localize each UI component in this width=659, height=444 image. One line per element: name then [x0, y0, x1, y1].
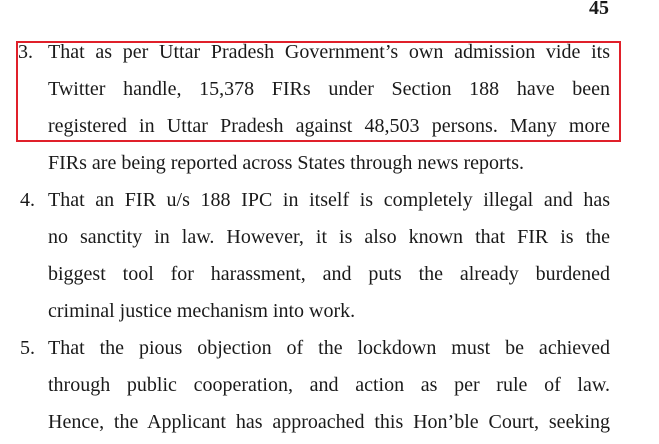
text-line: That the pious objection of the lockdown must be achieved	[48, 337, 610, 359]
text-line: registered in Uttar Pradesh against 48,503 persons. Many more	[48, 115, 610, 137]
highlight-box	[16, 41, 621, 142]
text-line: through public cooperation, and action as per rule of law.	[48, 374, 610, 396]
text-line: criminal justice mechanism into work.	[48, 300, 356, 322]
page-number: 45	[589, 0, 609, 19]
paragraph-number: 5.	[20, 337, 35, 359]
paragraph-text	[48, 330, 610, 441]
paragraph-number: 4.	[20, 189, 35, 211]
text-line: no sanctity in law. However, it is also known that FIR is the	[48, 226, 610, 248]
text-line: That as per Uttar Pradesh Government’s own admission vide its	[48, 41, 610, 63]
paragraph-number: 3.	[18, 41, 33, 63]
text-line: Twitter handle, 15,378 FIRs under Section 188 have been	[48, 78, 610, 100]
text-line: Hence, the Applicant has approached this Hon’ble Court, seeking	[48, 411, 610, 433]
text-line: FIRs are being reported across States through news reports.	[48, 152, 524, 174]
paragraph-text	[48, 182, 610, 330]
text-line: biggest tool for harassment, and puts the already burdened	[48, 263, 610, 285]
text-line: That an FIR u/s 188 IPC in itself is completely illegal and has	[48, 189, 610, 211]
